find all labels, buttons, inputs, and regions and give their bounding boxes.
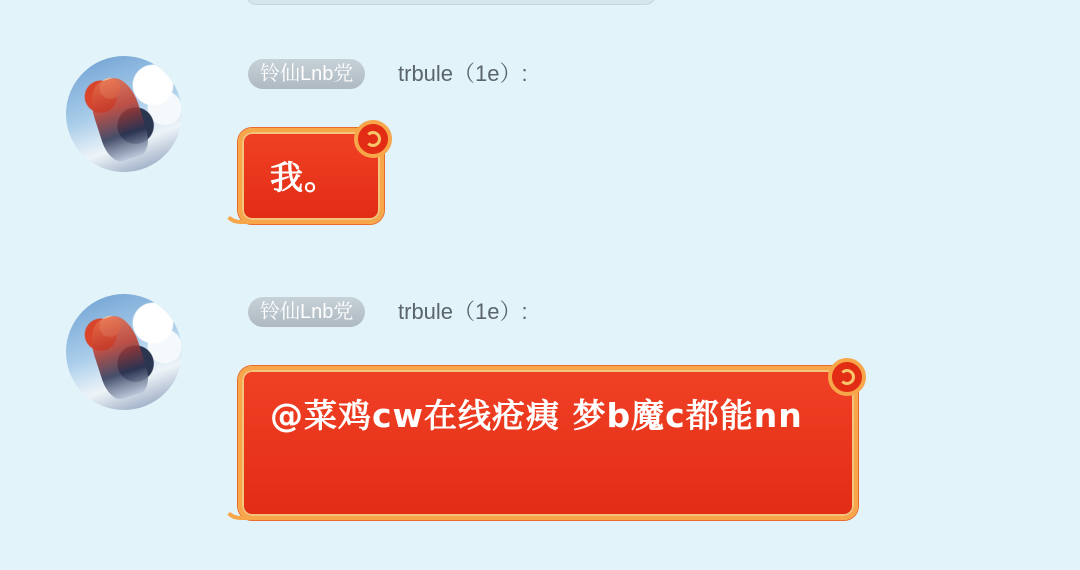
sender-name[interactable]: trbule（1e）: bbox=[398, 61, 528, 86]
group-title-badge: 铃仙Lnb党 bbox=[248, 297, 365, 327]
bubble-tail-decoration bbox=[222, 206, 254, 224]
sender-name[interactable]: trbule（1e）: bbox=[398, 299, 528, 324]
message-text: @菜鸡cw在线疮痍 梦b魔c都能nn bbox=[270, 396, 803, 435]
avatar[interactable] bbox=[66, 294, 182, 410]
message-bubble[interactable] bbox=[238, 366, 858, 520]
message-bubble[interactable] bbox=[238, 128, 384, 224]
bubble-tail-decoration bbox=[222, 502, 254, 520]
avatar[interactable] bbox=[66, 56, 182, 172]
message-text: 我。 bbox=[270, 158, 338, 197]
group-title-badge: 铃仙Lnb党 bbox=[248, 59, 365, 89]
previous-message-fragment bbox=[245, 0, 657, 5]
